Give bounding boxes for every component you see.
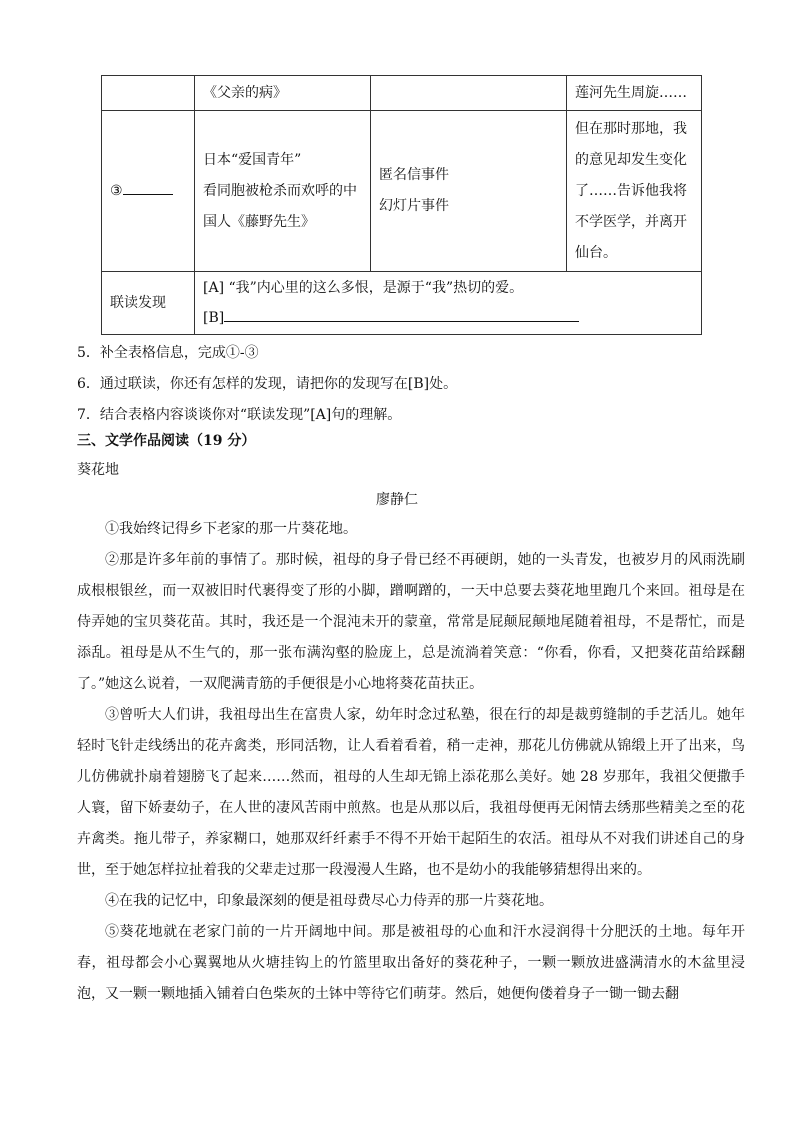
question-5: 5．补全表格信息，完成①-③ xyxy=(77,345,259,361)
finding-a: [A] “我”内心里的这么多恨，是源于“我”热切的爱。 xyxy=(203,279,524,296)
table-cell-empty xyxy=(102,76,195,111)
finding-b xyxy=(203,303,693,333)
finding-b-label: [B] xyxy=(203,309,225,326)
table-cell-events xyxy=(371,111,567,272)
passage-body xyxy=(77,514,745,1010)
cell-line: 看同胞被枪杀而欢呼的中 xyxy=(203,182,357,199)
passage-title: 葵花地 xyxy=(77,462,119,478)
table-cell-blank-3 xyxy=(102,111,195,272)
reading-comparison-table xyxy=(101,75,702,335)
table-row xyxy=(102,76,702,111)
cell-line: 幻灯片事件 xyxy=(379,198,449,214)
cell-line: 的意见却发生变化 xyxy=(575,151,687,168)
section-heading: 三、文学作品阅读（19 分） xyxy=(77,433,256,449)
paragraph: ⑤葵花地就在老家门前的一片开阔地中间。那是被祖母的心血和汗水浸润得十分肥沃的土地。每年开春，祖母都会小心翼翼地从火塘挂钩上的竹篮里取出备好的葵花种子，一颗一颗放进盛满清水的木盆里浸泡，又一颗一颗地插入铺着白色柴灰的土钵中等待它们萌芽。然后，她便佝偻着身子一锄一锄去翻 xyxy=(77,924,745,1002)
fill-blank-3[interactable] xyxy=(123,176,173,195)
paragraph: ②那是许多年前的事情了。那时候，祖母的身子骨已经不再硬朗，她的一头青发，也被岁月的风雨洗刷成根根银丝，而一双被旧时代裹得变了形的小脚，蹭啊蹭的，一天中总要去葵花地里跑几个来回。祖母是在侍弄她的宝贝葵花苗。其时，我还是一个混沌未开的蒙童，常常是屁颠屁颠地尾随着祖母，不是帮忙，而是添乱。祖母是从不生气的，那一张布满沟壑的脸庞上，总是流淌着笑意：“你看，你看，又把葵花苗给踩翻了。”她这么说着，一双爬满青筋的手便很是小心地将葵花苗扶正。 xyxy=(77,552,745,692)
passage-author: 廖静仁 xyxy=(376,492,418,508)
table-cell-findings-label: 联读发现 xyxy=(102,272,195,335)
table-cell-findings xyxy=(195,272,702,335)
cell-line: 日本“爱国青年” xyxy=(203,151,302,168)
cell-line: 了……告诉他我将 xyxy=(575,182,687,199)
table-cell-result xyxy=(567,111,702,272)
table-row xyxy=(102,272,702,335)
table-cell-text-title: 《父亲的病》 xyxy=(195,76,371,111)
question-6: 6．通过联读，你还有怎样的发现，请把你的发现写在[B]处。 xyxy=(77,376,458,392)
cell-line: 国人《藤野先生》 xyxy=(203,213,315,230)
cell-line: 不学医学，并离开 xyxy=(575,213,687,230)
paragraph: ①我始终记得乡下老家的那一片葵花地。 xyxy=(105,521,357,537)
cell-line: 但在那时那地，我 xyxy=(575,120,687,137)
table-cell-empty xyxy=(371,76,567,111)
question-7: 7．结合表格内容谈谈你对“联读发现”[A]句的理解。 xyxy=(77,407,402,423)
cell-line: 匿名信事件 xyxy=(379,167,449,183)
paragraph: ④在我的记忆中，印象最深刻的便是祖母费尽心力侍弄的那一片葵花地。 xyxy=(105,893,553,909)
fill-blank-b[interactable] xyxy=(224,303,579,322)
table-cell-result: 莲河先生周旋…… xyxy=(567,76,702,111)
cell-line: 仙台。 xyxy=(575,244,617,261)
table-row xyxy=(102,111,702,272)
table-cell-characters xyxy=(195,111,371,272)
blank-number-label: ③ xyxy=(110,182,123,199)
paragraph: ③曾听大人们讲，我祖母出生在富贵人家，幼年时念过私塾，很在行的却是裁剪缝制的手艺活儿。她年轻时飞针走线绣出的花卉禽类，形同活物，让人看着看着，稍一走神，那花儿仿佛就从锦缎上开了出来，鸟儿仿佛就扑扇着翅膀飞了起来……然而，祖母的人生却无锦上添花那么美好。她 28 岁那年，我祖父便撒手人寰，留下娇妻幼子，在人世的凄风苦雨中煎熬。也是从那以后，我祖母便再无闲情去绣那些精美之至的花卉禽类。拖儿带子，养家糊口，她那双纤纤素手不得不开始干起陌生的农活。祖母从不对我们讲述自己的身世，至于她怎样拉扯着我的父辈走过那一段漫漫人生路，也不是幼小的我能够猜想得出来的。 xyxy=(77,707,745,878)
